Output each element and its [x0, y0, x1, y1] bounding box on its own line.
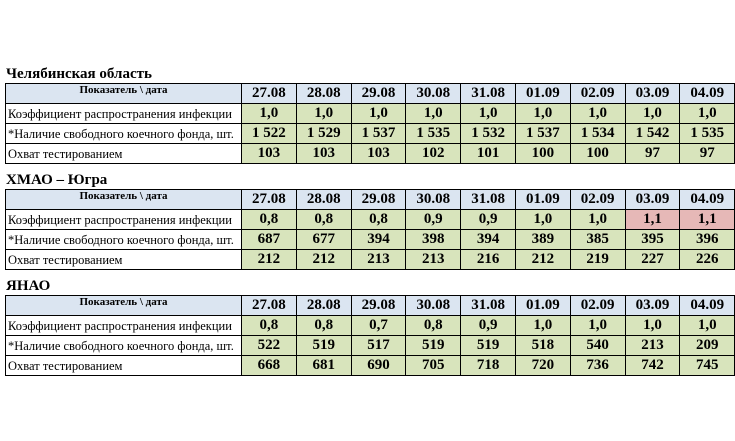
value-cell: 213: [351, 250, 406, 270]
value-cell: 522: [242, 336, 297, 356]
value-cell: 0,8: [296, 316, 351, 336]
value-cell: 226: [680, 250, 735, 270]
value-cell: 102: [406, 144, 461, 164]
row-label: *Наличие свободного коечного фонда, шт.: [6, 336, 242, 356]
table-row-beds: [6, 336, 735, 356]
value-cell-alert: 1,1: [625, 210, 680, 230]
header-label: Показатель \ дата: [6, 84, 242, 104]
value-cell: 681: [296, 356, 351, 376]
region-title: Челябинская область: [6, 66, 152, 82]
value-cell: 1 542: [625, 124, 680, 144]
indicator-table: [5, 83, 735, 164]
date-header: 28.08: [296, 296, 351, 316]
value-cell: 1,0: [515, 210, 570, 230]
date-header: 02.09: [570, 84, 625, 104]
value-cell: 1 535: [680, 124, 735, 144]
date-header: 01.09: [515, 190, 570, 210]
value-cell: 0,9: [461, 210, 516, 230]
value-cell: 1,0: [625, 104, 680, 124]
value-cell: 213: [625, 336, 680, 356]
value-cell: 394: [351, 230, 406, 250]
date-header: 27.08: [242, 190, 297, 210]
value-cell: 540: [570, 336, 625, 356]
table-row-r: [6, 104, 735, 124]
value-cell: 1,0: [296, 104, 351, 124]
date-header: 01.09: [515, 296, 570, 316]
table-row-r: [6, 316, 735, 336]
table-header-row: [6, 190, 735, 210]
date-header: 29.08: [351, 190, 406, 210]
value-cell: 742: [625, 356, 680, 376]
value-cell: 1,0: [570, 316, 625, 336]
region-block-khmao: [5, 172, 734, 270]
value-cell: 0,8: [406, 316, 461, 336]
value-cell: 395: [625, 230, 680, 250]
value-cell: 1,0: [406, 104, 461, 124]
value-cell: 216: [461, 250, 516, 270]
date-header: 03.09: [625, 84, 680, 104]
table-row-tests: [6, 250, 735, 270]
table-row-beds: [6, 230, 735, 250]
value-cell: 212: [242, 250, 297, 270]
value-cell: 1 537: [351, 124, 406, 144]
row-label: *Наличие свободного коечного фонда, шт.: [6, 230, 242, 250]
date-header: 27.08: [242, 84, 297, 104]
date-header: 03.09: [625, 296, 680, 316]
value-cell: 1,0: [515, 104, 570, 124]
date-header: 31.08: [461, 296, 516, 316]
value-cell: 0,8: [242, 316, 297, 336]
value-cell: 690: [351, 356, 406, 376]
date-header: 04.09: [680, 190, 735, 210]
value-cell: 103: [351, 144, 406, 164]
value-cell: 720: [515, 356, 570, 376]
value-cell: 212: [296, 250, 351, 270]
date-header: 27.08: [242, 296, 297, 316]
region-title: ХМАО – Югра: [6, 172, 108, 188]
value-cell: 1,0: [680, 316, 735, 336]
value-cell: 100: [570, 144, 625, 164]
value-cell: 518: [515, 336, 570, 356]
date-header: 03.09: [625, 190, 680, 210]
header-label: Показатель \ дата: [6, 296, 242, 316]
date-header: 30.08: [406, 296, 461, 316]
table-header-row: [6, 84, 735, 104]
value-cell: 517: [351, 336, 406, 356]
value-cell: 389: [515, 230, 570, 250]
value-cell: 1,0: [570, 210, 625, 230]
value-cell: 0,9: [461, 316, 516, 336]
value-cell: 0,7: [351, 316, 406, 336]
value-cell: 677: [296, 230, 351, 250]
value-cell: 103: [296, 144, 351, 164]
value-cell: 0,8: [351, 210, 406, 230]
table-header-row: [6, 296, 735, 316]
row-label: Коэффициент распространения инфекции: [6, 210, 242, 230]
value-cell: 745: [680, 356, 735, 376]
value-cell: 1 534: [570, 124, 625, 144]
row-label: Коэффициент распространения инфекции: [6, 316, 242, 336]
date-header: 28.08: [296, 190, 351, 210]
value-cell: 1,0: [570, 104, 625, 124]
row-label: Охват тестированием: [6, 144, 242, 164]
value-cell: 519: [461, 336, 516, 356]
row-label: Охват тестированием: [6, 250, 242, 270]
value-cell: 1,0: [515, 316, 570, 336]
value-cell: 0,8: [242, 210, 297, 230]
value-cell: 398: [406, 230, 461, 250]
value-cell: 212: [515, 250, 570, 270]
value-cell: 1 529: [296, 124, 351, 144]
value-cell: 219: [570, 250, 625, 270]
value-cell: 213: [406, 250, 461, 270]
date-header: 29.08: [351, 296, 406, 316]
value-cell-alert: 1,1: [680, 210, 735, 230]
date-header: 04.09: [680, 296, 735, 316]
date-header: 29.08: [351, 84, 406, 104]
value-cell: 103: [242, 144, 297, 164]
table-row-tests: [6, 356, 735, 376]
value-cell: 385: [570, 230, 625, 250]
value-cell: 736: [570, 356, 625, 376]
value-cell: 1,0: [680, 104, 735, 124]
value-cell: 394: [461, 230, 516, 250]
date-header: 01.09: [515, 84, 570, 104]
row-label: *Наличие свободного коечного фонда, шт.: [6, 124, 242, 144]
region-block-chelyabinsk: [5, 66, 734, 164]
table-row-r: [6, 210, 735, 230]
date-header: 31.08: [461, 190, 516, 210]
table-row-tests: [6, 144, 735, 164]
date-header: 31.08: [461, 84, 516, 104]
value-cell: 396: [680, 230, 735, 250]
value-cell: 519: [406, 336, 461, 356]
indicator-table: [5, 295, 735, 376]
value-cell: 0,8: [296, 210, 351, 230]
value-cell: 209: [680, 336, 735, 356]
date-header: 30.08: [406, 84, 461, 104]
date-header: 30.08: [406, 190, 461, 210]
header-label: Показатель \ дата: [6, 190, 242, 210]
value-cell: 668: [242, 356, 297, 376]
value-cell: 687: [242, 230, 297, 250]
table-row-beds: [6, 124, 735, 144]
value-cell: 227: [625, 250, 680, 270]
date-header: 02.09: [570, 190, 625, 210]
value-cell: 0,9: [406, 210, 461, 230]
region-block-yanao: [5, 278, 734, 376]
date-header: 04.09: [680, 84, 735, 104]
value-cell: 97: [625, 144, 680, 164]
region-title: ЯНАО: [6, 278, 51, 294]
value-cell: 1 535: [406, 124, 461, 144]
indicator-table: [5, 189, 735, 270]
value-cell: 1,0: [625, 316, 680, 336]
value-cell: 718: [461, 356, 516, 376]
value-cell: 100: [515, 144, 570, 164]
row-label: Охват тестированием: [6, 356, 242, 376]
value-cell: 97: [680, 144, 735, 164]
date-header: 28.08: [296, 84, 351, 104]
value-cell: 1 532: [461, 124, 516, 144]
value-cell: 705: [406, 356, 461, 376]
date-header: 02.09: [570, 296, 625, 316]
value-cell: 1,0: [242, 104, 297, 124]
value-cell: 519: [296, 336, 351, 356]
value-cell: 1,0: [461, 104, 516, 124]
row-label: Коэффициент распространения инфекции: [6, 104, 242, 124]
value-cell: 1,0: [351, 104, 406, 124]
value-cell: 101: [461, 144, 516, 164]
value-cell: 1 537: [515, 124, 570, 144]
value-cell: 1 522: [242, 124, 297, 144]
